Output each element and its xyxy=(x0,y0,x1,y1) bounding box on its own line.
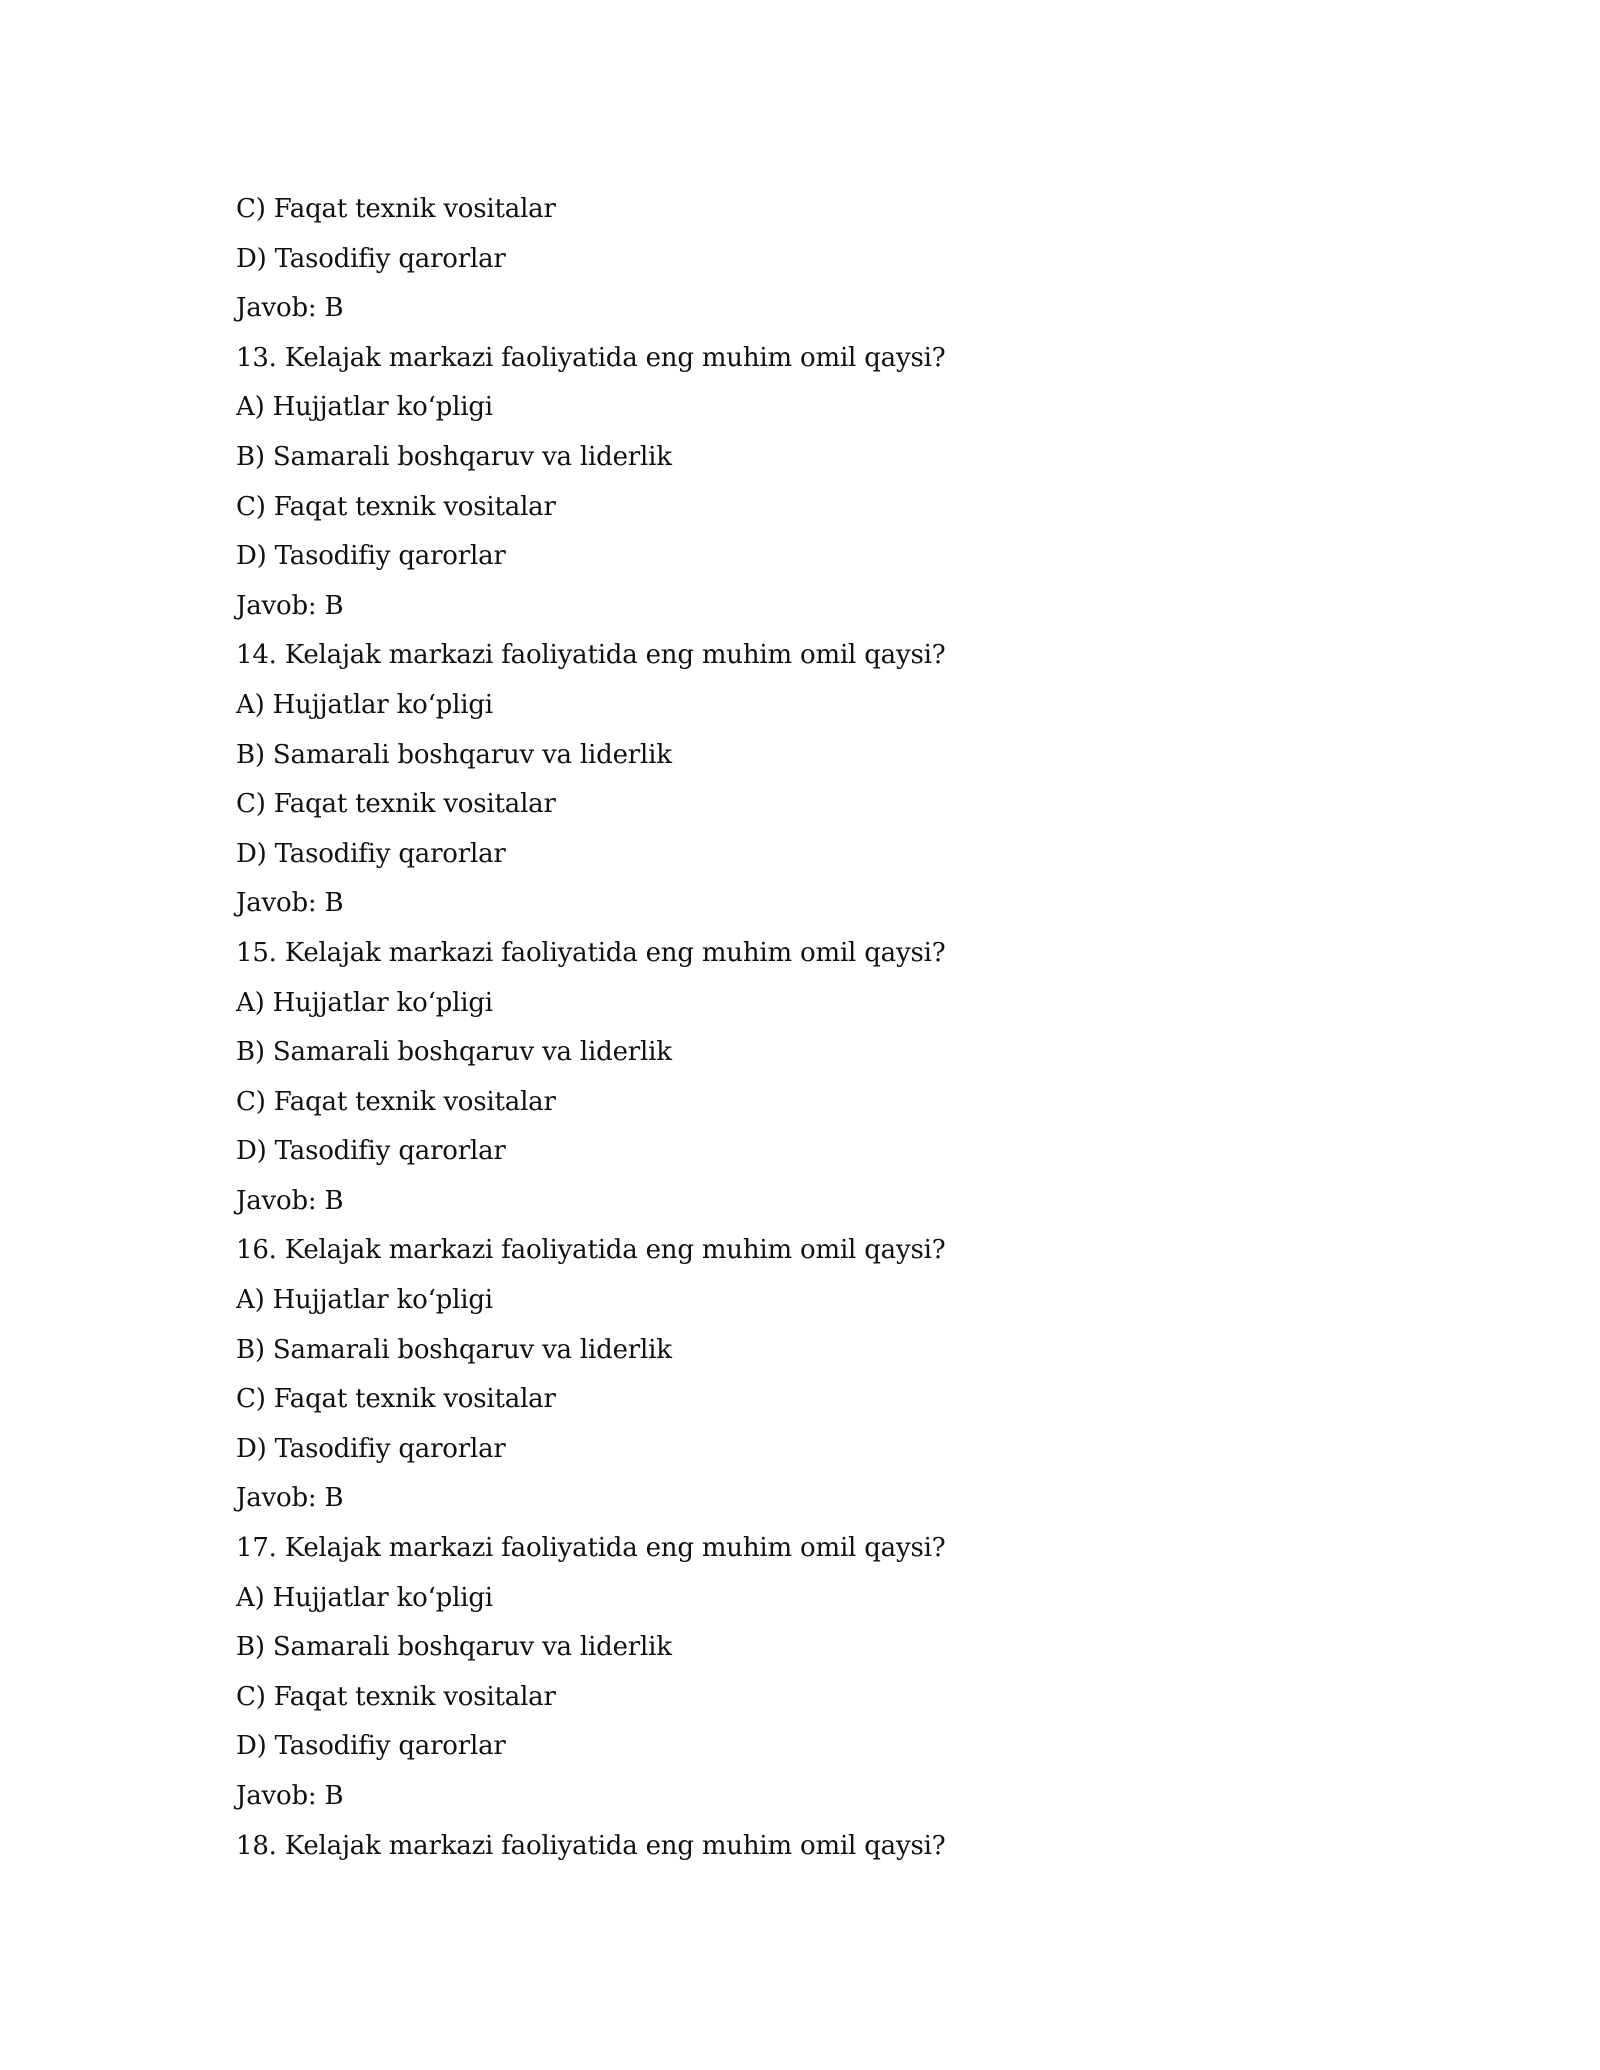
option-d: D) Tasodifiy qarorlar xyxy=(236,243,506,274)
question-13: 13. Kelajak markazi faoliyatida eng muhim omil qaysi? xyxy=(236,342,946,373)
option-c: C) Faqat texnik vositalar xyxy=(236,194,556,224)
option-d: D) Tasodifiy qarorlar xyxy=(236,1136,506,1167)
answer-line: Javob: B xyxy=(236,293,344,324)
question-15: 15. Kelajak markazi faoliyatida eng muhim omil qaysi? xyxy=(236,937,946,968)
option-b: B) Samarali boshqaruv va liderlik xyxy=(236,1632,672,1663)
option-b: B) Samarali boshqaruv va liderlik xyxy=(236,1037,672,1068)
question-17: 17. Kelajak markazi faoliyatida eng muhim omil qaysi? xyxy=(236,1533,946,1564)
option-c: C) Faqat texnik vositalar xyxy=(236,1384,556,1415)
answer-line: Javob: B xyxy=(236,888,344,919)
option-d: D) Tasodifiy qarorlar xyxy=(236,541,506,572)
option-b: B) Samarali boshqaruv va liderlik xyxy=(236,739,672,770)
option-a: A) Hujjatlar ko‘pligi xyxy=(236,392,493,423)
option-b: B) Samarali boshqaruv va liderlik xyxy=(236,441,672,472)
option-d: D) Tasodifiy qarorlar xyxy=(236,838,506,869)
answer-line: Javob: B xyxy=(236,1185,344,1216)
question-18: 18. Kelajak markazi faoliyatida eng muhim omil qaysi? xyxy=(236,1830,946,1861)
option-d: D) Tasodifiy qarorlar xyxy=(236,1731,506,1762)
option-a: A) Hujjatlar ko‘pligi xyxy=(236,1285,493,1316)
option-c: C) Faqat texnik vositalar xyxy=(236,1086,556,1117)
option-c: C) Faqat texnik vositalar xyxy=(236,789,556,820)
option-c: C) Faqat texnik vositalar xyxy=(236,491,556,522)
answer-line: Javob: B xyxy=(236,1781,344,1811)
option-b: B) Samarali boshqaruv va liderlik xyxy=(236,1334,672,1365)
option-a: A) Hujjatlar ko‘pligi xyxy=(236,689,493,720)
answer-line: Javob: B xyxy=(236,590,344,621)
option-d: D) Tasodifiy qarorlar xyxy=(236,1433,506,1464)
answer-line: Javob: B xyxy=(236,1483,344,1514)
question-14: 14. Kelajak markazi faoliyatida eng muhim omil qaysi? xyxy=(236,640,946,671)
question-16: 16. Kelajak markazi faoliyatida eng muhim omil qaysi? xyxy=(236,1235,946,1266)
option-a: A) Hujjatlar ko‘pligi xyxy=(236,987,493,1018)
option-a: A) Hujjatlar ko‘pligi xyxy=(236,1582,493,1613)
option-c: C) Faqat texnik vositalar xyxy=(236,1681,556,1712)
document-body xyxy=(236,185,1436,1871)
